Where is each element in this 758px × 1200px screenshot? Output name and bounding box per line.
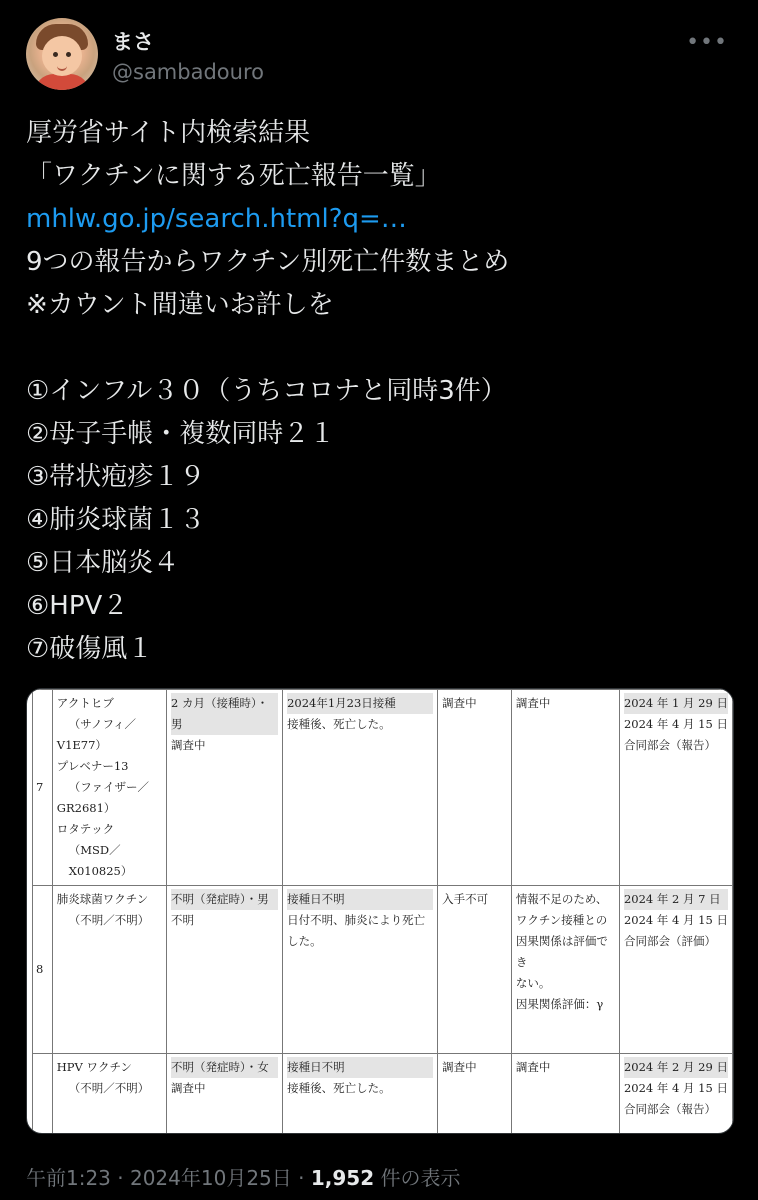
cell-text: ない。 — [515, 976, 551, 990]
vaccine-cell — [52, 1054, 166, 1135]
table-row — [33, 1054, 733, 1135]
cell-text: 不明（発症時）・女 — [171, 1057, 278, 1078]
cell-text: 接種日不明 — [287, 1057, 433, 1078]
cell-text: 調査中 — [171, 1081, 206, 1095]
tweet-line: 9つの報告からワクチン別死亡件数まとめ — [26, 247, 510, 277]
cell-text: 接種日不明 — [287, 889, 433, 910]
avatar[interactable] — [26, 18, 98, 90]
cell-text: 2024 年 2 月 7 日 — [624, 889, 728, 910]
dates-cell — [619, 1054, 732, 1135]
course-cell — [283, 886, 438, 1054]
views-count: 1,952 — [310, 1166, 375, 1190]
row-number — [33, 1054, 53, 1135]
author-handle[interactable]: @sambadouro — [112, 60, 264, 84]
tweet-line: 「ワクチンに関する死亡報告一覧」 — [26, 161, 441, 191]
patient-cell — [167, 690, 283, 886]
cell-text: （MSD／X010825） — [68, 843, 133, 878]
patient-cell — [167, 886, 283, 1054]
cell-text: V1E77） — [56, 738, 107, 752]
table-row — [33, 690, 733, 886]
tweet-link[interactable]: mhlw.go.jp/search.html?q=… — [26, 204, 407, 234]
tweet-line: ⑥HPV２ — [26, 591, 129, 621]
tweet-line: ①インフル３０（うちコロナと同時3件） — [26, 376, 507, 406]
tweet-line: ※カウント間違いお許しを — [26, 290, 334, 320]
cell-text: 合同部会（評価） — [623, 934, 716, 948]
cell-text: （ファイザー／ — [68, 780, 150, 794]
cell-text: 不明（発症時）・男 — [171, 889, 278, 910]
cell-text: プレベナー13 — [56, 759, 129, 773]
cell-text: 入手不可 — [442, 892, 489, 906]
cell-text: 因果関係評価：γ — [515, 997, 604, 1011]
cell-text: アクトヒブ — [56, 696, 114, 710]
cell-text: 2024年1月23日接種 — [287, 693, 433, 714]
attached-image[interactable] — [26, 688, 734, 1134]
cell-text: 2024 年 4 月 15 日 — [623, 717, 728, 731]
cell-text: 2024 年 1 月 29 日 — [624, 693, 728, 714]
evaluation-cell — [511, 1054, 619, 1135]
cell-text: 2024 年 4 月 15 日 — [623, 1081, 728, 1095]
cell-text: （不明／不明） — [68, 913, 150, 927]
tweet-line: ⑤日本脳炎４ — [26, 548, 180, 578]
status-cell — [438, 886, 512, 1054]
tweet-header — [26, 14, 732, 90]
patient-cell — [167, 1054, 283, 1135]
tweet-line: ③帯状疱疹１９ — [26, 462, 206, 492]
author-name[interactable]: まさ — [112, 30, 154, 54]
cell-text: 調査中 — [515, 1060, 551, 1074]
cell-text: 肺炎球菌ワクチン — [56, 892, 149, 906]
tweet-line: ⑦破傷風１ — [26, 634, 154, 664]
timestamp[interactable]: 午前1:23 · 2024年10月25日 · — [26, 1166, 311, 1190]
course-cell — [283, 690, 438, 886]
row-number: 8 — [33, 886, 53, 1054]
cell-text: 不明 — [171, 913, 195, 927]
tweet-line: ④肺炎球菌１３ — [26, 505, 206, 535]
cell-text: 合同部会（報告） — [623, 738, 716, 752]
cell-text: 調査中 — [171, 738, 206, 752]
cell-text: 2024 年 4 月 15 日 — [623, 913, 728, 927]
tweet-line: ②母子手帳・複数同時２１ — [26, 419, 336, 449]
table-row — [33, 886, 733, 1054]
cell-text: 2 カ月（接種時）・男 — [171, 693, 278, 735]
cell-text: 調査中 — [442, 1060, 477, 1074]
views-label: 件の表示 — [374, 1166, 461, 1190]
cell-text: 接種後、死亡した。 — [287, 1081, 391, 1095]
cell-text: 合同部会（報告） — [623, 1102, 716, 1116]
course-cell — [283, 1054, 438, 1135]
cell-text: 調査中 — [515, 696, 551, 710]
dates-cell — [619, 690, 732, 886]
cell-text: した。 — [287, 934, 322, 948]
tweet-text — [26, 112, 736, 671]
cell-text: 情報不足のため、 — [515, 892, 608, 906]
more-icon[interactable]: ••• — [686, 30, 728, 55]
cell-text: 日付不明、肺炎により死亡 — [287, 913, 426, 927]
cell-text: HPV ワクチン — [56, 1060, 132, 1074]
cell-text: GR2681） — [56, 801, 116, 815]
cell-text: 2024 年 2 月 29 日 — [624, 1057, 728, 1078]
cell-text: （サノフィ／ — [68, 717, 137, 731]
tweet-line: 厚労省サイト内検索結果 — [26, 118, 311, 148]
dates-cell — [619, 886, 732, 1054]
cell-text: 調査中 — [442, 696, 477, 710]
cell-text: ロタテック — [56, 822, 115, 836]
evaluation-cell — [511, 690, 619, 886]
cell-text: ワクチン接種との — [515, 913, 608, 927]
cell-text: （不明／不明） — [68, 1081, 150, 1095]
vaccine-cell — [52, 886, 166, 1054]
status-cell — [438, 690, 512, 886]
vaccine-cell — [52, 690, 166, 886]
tweet-meta — [26, 1162, 460, 1191]
report-table — [32, 689, 733, 1134]
evaluation-cell — [511, 886, 619, 1054]
cell-text: 接種後、死亡した。 — [287, 717, 391, 731]
row-number: 7 — [33, 690, 53, 886]
status-cell — [438, 1054, 512, 1135]
cell-text: 因果関係は評価でき — [515, 934, 608, 969]
blank-line — [26, 327, 736, 370]
